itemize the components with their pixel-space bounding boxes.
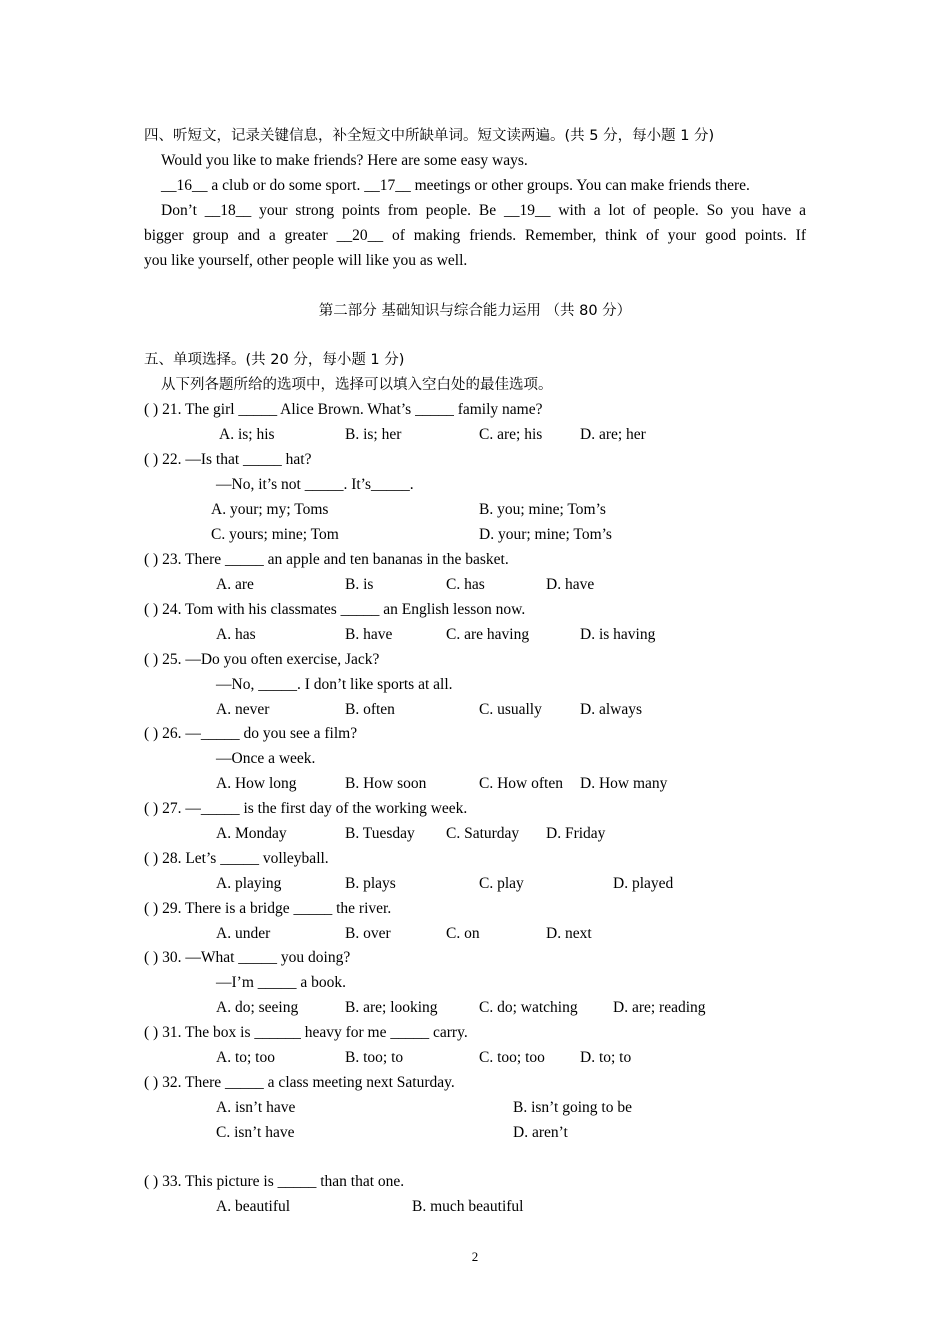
q24-option-a: A. has: [216, 626, 256, 643]
section-5-instruction: 从下列各题所给的选项中，选择可以填入空白处的最佳选项。: [161, 377, 553, 393]
q26-option-c: C. How often: [479, 775, 563, 792]
q28-option-a: A. playing: [216, 875, 282, 892]
question-30: ( ) 30. —What _____ you doing?: [144, 949, 351, 966]
q30-option-a: A. do; seeing: [216, 999, 299, 1016]
q22-option-c: C. yours; mine; Tom: [211, 526, 339, 543]
q21-option-b: B. is; her: [345, 426, 402, 443]
q25-option-d: D. always: [580, 701, 642, 718]
q33-option-b: B. much beautiful: [412, 1198, 524, 1215]
section-5-heading: 五、单项选择。(共 20 分，每小题 1 分): [144, 352, 405, 368]
question-22-reply: —No, it’s not _____. It’s_____.: [216, 476, 414, 493]
page-number: 2: [471, 1249, 479, 1264]
q23-option-a: A. are: [216, 576, 254, 593]
passage-line-3: Don’t __18__ your strong points from people. Be __19__ with a lot of people. So you have a: [161, 202, 806, 219]
q29-option-b: B. over: [345, 925, 391, 942]
q25-option-c: C. usually: [479, 701, 542, 718]
q32-option-b: B. isn’t going to be: [513, 1099, 632, 1116]
q21-option-d: D. are; her: [580, 426, 646, 443]
q22-option-d: D. your; mine; Tom’s: [479, 526, 612, 543]
passage-line-2: __16__ a club or do some sport. __17__ meetings or other groups. You can make friends there.: [161, 177, 750, 194]
question-29: ( ) 29. There is a bridge _____ the river.: [144, 900, 392, 917]
q31-option-b: B. too; to: [345, 1049, 404, 1066]
q25-option-b: B. often: [345, 701, 395, 718]
q32-option-a: A. isn’t have: [216, 1099, 296, 1116]
q26-option-b: B. How soon: [345, 775, 427, 792]
q27-option-b: B. Tuesday: [345, 825, 415, 842]
q24-option-d: D. is having: [580, 626, 656, 643]
q33-option-a: A. beautiful: [216, 1198, 291, 1215]
q22-option-b: B. you; mine; Tom’s: [479, 501, 606, 518]
q29-option-c: C. on: [446, 925, 480, 942]
q28-option-c: C. play: [479, 875, 524, 892]
part-2-title: 第二部分 基础知识与综合能力运用 （共 80 分）: [318, 303, 632, 319]
q22-option-a: A. your; my; Toms: [211, 501, 329, 518]
question-22: ( ) 22. —Is that _____ hat?: [144, 451, 312, 468]
question-27: ( ) 27. —_____ is the first day of the working week.: [144, 800, 468, 817]
q21-option-c: C. are; his: [479, 426, 543, 443]
question-32: ( ) 32. There _____ a class meeting next Saturday.: [144, 1074, 455, 1091]
q27-option-d: D. Friday: [546, 825, 606, 842]
passage-line-5: you like yourself, other people will like you as well.: [144, 252, 468, 269]
q27-option-a: A. Monday: [216, 825, 287, 842]
q26-option-a: A. How long: [216, 775, 297, 792]
q29-option-d: D. next: [546, 925, 592, 942]
q30-option-d: D. are; reading: [613, 999, 706, 1016]
q21-option-a: A. is; his: [219, 426, 275, 443]
q24-option-c: C. are having: [446, 626, 530, 643]
q23-option-c: C. has: [446, 576, 485, 593]
question-33: ( ) 33. This picture is _____ than that one.: [144, 1173, 405, 1190]
q23-option-d: D. have: [546, 576, 595, 593]
q25-option-a: A. never: [216, 701, 270, 718]
q26-option-d: D. How many: [580, 775, 668, 792]
q31-option-d: D. to; to: [580, 1049, 632, 1066]
question-28: ( ) 28. Let’s _____ volleyball.: [144, 850, 329, 867]
question-31: ( ) 31. The box is ______ heavy for me _____ carry.: [144, 1024, 468, 1041]
q28-option-b: B. plays: [345, 875, 396, 892]
q29-option-a: A. under: [216, 925, 271, 942]
q31-option-c: C. too; too: [479, 1049, 545, 1066]
q27-option-c: C. Saturday: [446, 825, 520, 842]
question-21: ( ) 21. The girl _____ Alice Brown. What’s _____ family name?: [144, 401, 543, 418]
question-30-reply: —I’m _____ a book.: [216, 974, 347, 991]
q32-option-d: D. aren’t: [513, 1124, 568, 1141]
q30-option-b: B. are; looking: [345, 999, 438, 1016]
question-25: ( ) 25. —Do you often exercise, Jack?: [144, 651, 380, 668]
question-26-reply: —Once a week.: [216, 750, 316, 767]
passage-line-4: bigger group and a greater __20__ of making friends. Remember, think of your good points. If: [144, 227, 806, 244]
question-23: ( ) 23. There _____ an apple and ten bananas in the basket.: [144, 551, 509, 568]
q24-option-b: B. have: [345, 626, 393, 643]
passage-line-1: Would you like to make friends? Here are some easy ways.: [161, 152, 528, 169]
q23-option-b: B. is: [345, 576, 374, 593]
q32-option-c: C. isn’t have: [216, 1124, 295, 1141]
question-24: ( ) 24. Tom with his classmates _____ an English lesson now.: [144, 601, 526, 618]
q31-option-a: A. to; too: [216, 1049, 275, 1066]
question-25-reply: —No, _____. I don’t like sports at all.: [216, 676, 453, 693]
question-26: ( ) 26. —_____ do you see a film?: [144, 725, 358, 742]
q30-option-c: C. do; watching: [479, 999, 578, 1016]
section-4-heading: 四、听短文，记录关键信息，补全短文中所缺单词。短文读两遍。(共 5 分，每小题 1 分): [144, 128, 715, 144]
q28-option-d: D. played: [613, 875, 674, 892]
